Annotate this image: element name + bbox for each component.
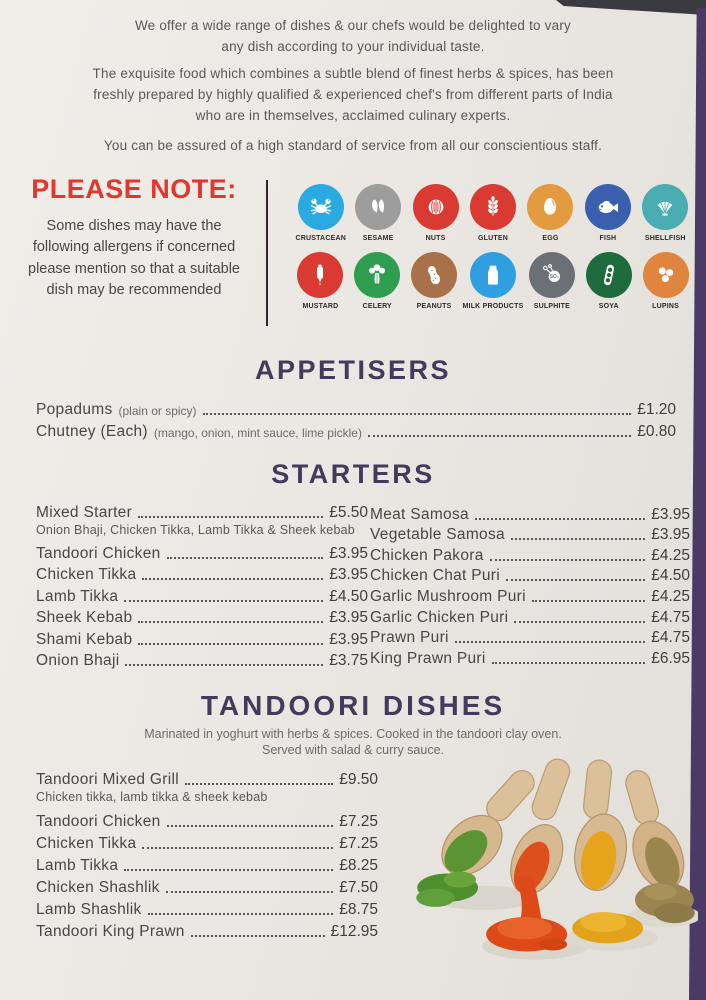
dot-leader (167, 557, 324, 559)
allergen-circle (297, 252, 343, 298)
peanut-icon (418, 259, 450, 291)
allergen-peanuts (406, 252, 463, 310)
dot-leader (490, 559, 646, 561)
allergen-note-block (24, 174, 244, 302)
item-name: Chicken Pakora (370, 546, 484, 564)
allergen-circle (470, 252, 516, 298)
item-price: £3.95 (329, 609, 368, 627)
item-price: £3.95 (329, 566, 368, 584)
dot-leader (203, 413, 632, 415)
menu-item-row (370, 524, 690, 545)
item-note: (plain or spicy) (118, 404, 197, 418)
allergen-label: CELERY (362, 303, 392, 310)
dot-leader (167, 825, 334, 827)
tandoori-list (36, 767, 378, 941)
dot-leader (142, 847, 333, 849)
menu-item-row (36, 875, 378, 897)
dot-leader (138, 516, 323, 518)
allergen-label: MUSTARD (302, 303, 339, 310)
allergen-egg (522, 184, 579, 242)
intro-paragraph-3: You can be assured of a high standard of service from all our conscientious staff. (103, 138, 603, 153)
menu-item-row (36, 831, 378, 853)
dot-leader (191, 935, 325, 937)
item-name: Chicken Chat Puri (370, 567, 501, 585)
menu-item-row (370, 503, 690, 524)
item-name: Sheek Kebab (36, 609, 133, 627)
egg-icon (534, 191, 566, 223)
menu-item-row (36, 419, 676, 441)
item-name: Lamb Tikka (36, 856, 119, 874)
allergen-label: FISH (599, 235, 617, 242)
spice-scoops-photo (412, 756, 698, 994)
item-name: Garlic Mushroom Puri (370, 587, 526, 605)
item-name: Mixed Starter (36, 503, 133, 521)
dot-leader (148, 913, 334, 915)
menu-item-row (36, 606, 368, 628)
item-price: £5.50 (329, 503, 368, 521)
item-description: Chicken tikka, lamb tikka & sheek kebab (36, 790, 268, 804)
item-price: £4.25 (651, 587, 690, 605)
menu-item-row (370, 606, 690, 627)
menu-item-row (36, 919, 378, 941)
item-price: £4.50 (329, 587, 368, 605)
dot-leader (166, 891, 334, 893)
item-price: £8.75 (339, 900, 378, 918)
intro-paragraph-1: We offer a wide range of dishes & our chefs would be delighted to vary any dish according to your individual taste. (134, 18, 571, 54)
item-price: £8.25 (339, 856, 378, 874)
allergen-fish (579, 184, 636, 242)
item-name: Vegetable Samosa (370, 526, 505, 544)
allergen-circle (354, 252, 400, 298)
tandoori-subtitle (0, 726, 706, 759)
allergen-sulphite (523, 252, 580, 310)
dot-leader (124, 869, 333, 871)
item-description: Onion Bhaji, Chicken Tikka, Lamb Tikka & Sheek kebab (36, 522, 355, 537)
item-name: Lamb Shashlik (36, 900, 142, 918)
menu-item-row (36, 500, 368, 522)
appetisers-heading: APPETISERS (254, 355, 452, 385)
item-name: Tandoori Mixed Grill (36, 771, 179, 788)
sulphite-badge-text: SO₂ (549, 274, 559, 281)
item-name: Shami Kebab (36, 630, 133, 648)
dot-leader (368, 435, 631, 437)
allergen-circle (527, 184, 573, 230)
dot-leader (185, 783, 333, 785)
item-price: £3.95 (651, 526, 690, 544)
menu-item-row (370, 544, 690, 565)
allergen-label: SESAME (362, 235, 394, 242)
vertical-divider (266, 180, 268, 326)
menu-item-row (36, 767, 378, 789)
allergen-label: PEANUTS (416, 303, 452, 310)
item-name: Chicken Tikka (36, 566, 137, 584)
allergen-gluten (464, 184, 521, 242)
item-name: Chutney (Each) (36, 423, 148, 440)
dot-leader (124, 600, 323, 602)
fish-icon (592, 191, 624, 223)
dot-leader (511, 538, 645, 540)
milk-bottle-icon (477, 259, 509, 291)
item-price: £3.95 (651, 505, 690, 523)
tandoori-subtitle-line1: Marinated in yoghurt with herbs & spices. Cooked in the tandoori clay oven. (144, 727, 562, 741)
scallop-shell-icon (649, 191, 681, 223)
item-name: Tandoori King Prawn (36, 922, 185, 940)
item-name: King Prawn Puri (370, 649, 486, 667)
sesame-seeds-icon (362, 191, 394, 223)
allergen-shellfish (637, 184, 694, 242)
allergen-label: EGG (542, 235, 559, 242)
menu-item-row (36, 649, 368, 671)
allergen-label: SULPHITE (533, 303, 570, 310)
menu-item-row (370, 585, 690, 606)
item-price: £3.95 (329, 630, 368, 648)
item-price: £4.75 (651, 608, 690, 626)
starters-right-column (370, 503, 690, 668)
please-note-text: Some dishes may have the following allergens if concerned please mention so that a suitable dish may be recommended (28, 218, 240, 299)
menu-item-row (370, 627, 690, 648)
allergen-label: NUTS (425, 235, 446, 242)
item-price: £0.80 (637, 423, 676, 440)
allergen-circle (470, 184, 516, 230)
allergen-circle (529, 252, 575, 298)
item-price: £7.25 (339, 834, 378, 852)
allergen-circle (585, 184, 631, 230)
item-price: £4.50 (651, 567, 690, 585)
menu-item-row (370, 565, 690, 586)
dot-leader (138, 643, 323, 645)
item-price: £3.95 (329, 544, 368, 562)
allergen-circle (298, 184, 344, 230)
allergen-label: LUPINS (652, 303, 680, 310)
allergen-label: SHELLFISH (644, 235, 686, 242)
allergen-mustard (292, 252, 349, 310)
allergen-soya (580, 252, 637, 310)
celery-icon (361, 259, 393, 291)
item-name: Lamb Tikka (36, 587, 119, 605)
item-name: Prawn Puri (370, 629, 449, 647)
menu-item-row (36, 584, 368, 606)
mustard-bottle-icon (304, 259, 336, 291)
allergen-circle (586, 252, 632, 298)
item-name: Tandoori Chicken (36, 544, 161, 562)
menu-item-row (36, 541, 368, 563)
item-note: (mango, onion, mint sauce, lime pickle) (153, 426, 362, 440)
dot-leader (125, 664, 323, 666)
allergen-grid (292, 184, 694, 310)
allergen-row-1 (292, 184, 694, 242)
tandoori-subtitle-line2: Served with salad & curry sauce. (261, 743, 445, 758)
walnut-icon (420, 191, 452, 223)
allergen-circle (643, 252, 689, 298)
allergen-label: CRUSTACEAN (295, 235, 346, 242)
please-note-title: PLEASE NOTE: (31, 174, 237, 204)
intro-paragraph-2: The exquisite food which combines a subtle blend of finest herbs & spices, has been freshly prepared by highly qualified & experienced chef's from different parts of India who are in themselves, acclaimed culinary experts. (92, 66, 614, 123)
sulphite-molecule-icon (536, 259, 568, 291)
allergen-circle (642, 184, 688, 230)
appetisers-list (36, 397, 676, 441)
item-price: £7.25 (339, 812, 378, 830)
dot-leader (514, 621, 645, 623)
starters-heading: STARTERS (271, 459, 435, 489)
allergen-circle (411, 252, 457, 298)
item-price: £4.75 (651, 629, 690, 647)
allergen-label: GLUTEN (478, 235, 508, 242)
allergen-circle (413, 184, 459, 230)
item-price: £7.50 (339, 878, 378, 896)
dot-leader (475, 518, 645, 520)
item-price: £12.95 (330, 922, 378, 940)
item-name: Popadums (36, 401, 113, 418)
menu-item-row (36, 563, 368, 585)
item-name: Meat Samosa (370, 505, 469, 523)
menu-item-row (36, 397, 676, 419)
item-price: £1.20 (637, 401, 676, 418)
item-price: £3.75 (329, 652, 368, 670)
allergen-crustacean (292, 184, 349, 242)
item-name: Chicken Tikka (36, 834, 137, 852)
menu-item-row (370, 647, 690, 668)
item-price: £9.50 (339, 771, 378, 788)
dot-leader (455, 641, 645, 643)
allergen-label: MILK PRODUCTS (462, 303, 524, 310)
allergen-lupins (637, 252, 694, 310)
item-name: Onion Bhaji (36, 652, 120, 670)
allergen-milk-products (463, 252, 524, 310)
item-name: Garlic Chicken Puri (370, 608, 509, 626)
crab-icon (305, 191, 337, 223)
lupin-seeds-icon (650, 259, 682, 291)
allergen-circle (355, 184, 401, 230)
item-name: Chicken Shashlik (36, 878, 160, 896)
dot-leader (532, 600, 645, 602)
starters-left-column (36, 500, 368, 670)
allergen-nuts (407, 184, 464, 242)
dot-leader (506, 579, 645, 581)
photo-background-corner (556, 0, 706, 15)
item-price: £4.25 (651, 546, 690, 564)
allergen-row-2 (292, 252, 694, 310)
dot-leader (138, 621, 323, 623)
menu-item-row (36, 897, 378, 919)
tandoori-heading: TANDOORI DISHES (200, 690, 506, 721)
menu-item-row (36, 627, 368, 649)
menu-item-row (36, 809, 378, 831)
menu-item-row (36, 853, 378, 875)
allergen-label: SOYA (598, 303, 619, 310)
item-name: Tandoori Chicken (36, 812, 161, 830)
item-price: £6.95 (651, 649, 690, 667)
wheat-icon (477, 191, 509, 223)
allergen-sesame (349, 184, 406, 242)
dot-leader (142, 578, 323, 580)
allergen-celery (349, 252, 406, 310)
dot-leader (492, 662, 646, 664)
soya-pod-icon (593, 259, 625, 291)
